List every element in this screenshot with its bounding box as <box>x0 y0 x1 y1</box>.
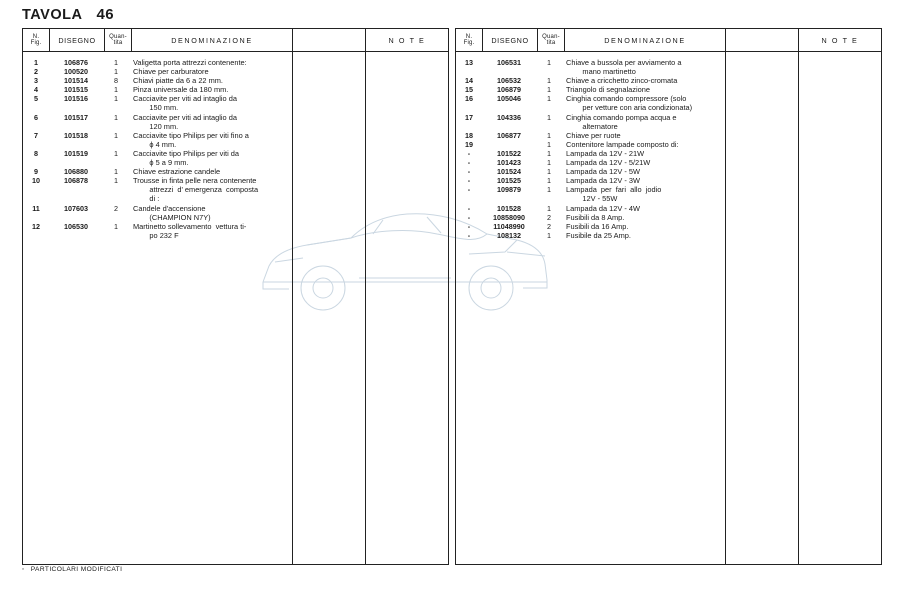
cell-denomination: Chiave estrazione candele <box>133 167 221 177</box>
cell-drawing <box>49 213 103 222</box>
cell-fig: 11 <box>32 203 40 213</box>
cell-qty: 1 <box>547 58 551 67</box>
cell-fig <box>456 194 482 203</box>
table-row <box>23 85 292 94</box>
table-note-column-right <box>799 52 882 565</box>
cell-denomination: Trousse in finta pelle nera contenente <box>133 176 257 186</box>
cell-qty: 8 <box>114 76 118 86</box>
table-row <box>23 231 292 240</box>
cell-denomination: Fusibili da 8 Amp. <box>566 212 625 222</box>
table-row <box>456 185 725 194</box>
cell-qty: 2 <box>547 212 551 222</box>
cell-fig: 7 <box>34 130 38 140</box>
cell-qty: 1 <box>547 176 551 186</box>
cell-qty <box>103 103 129 112</box>
cell-fig <box>23 103 49 112</box>
cell-denomination: Triangolo di segnalazione <box>566 85 650 95</box>
column-header-fig-line2: Fig. <box>463 40 475 46</box>
cell-fig: - <box>467 158 471 168</box>
cell-denomination: Chiave a bussola per avviamento a <box>566 58 682 67</box>
column-header-fig <box>456 29 483 52</box>
cell-drawing: 104336 <box>497 112 521 122</box>
table-row <box>456 149 725 158</box>
cell-fig <box>456 67 482 76</box>
cell-drawing: 101519 <box>64 148 88 158</box>
cell-drawing: 101528 <box>497 203 521 213</box>
cell-fig: 10 <box>32 176 40 186</box>
cell-fig: 9 <box>34 167 38 177</box>
cell-drawing: 101516 <box>64 94 88 104</box>
page-title-label: TAVOLA <box>22 7 83 23</box>
cell-fig: 15 <box>465 85 473 95</box>
cell-qty <box>536 194 562 203</box>
cell-drawing: 106530 <box>64 221 88 231</box>
table-row <box>456 231 725 240</box>
cell-qty: 1 <box>547 148 551 158</box>
cell-denomination: Lampada da 12V - 5W <box>566 167 640 177</box>
cell-denomination: Fusibile da 25 Amp. <box>566 230 631 240</box>
page-title <box>22 6 114 23</box>
cell-drawing: 101514 <box>64 76 88 86</box>
column-header-fig-line2: Fig. <box>30 40 42 46</box>
cell-qty: 1 <box>547 185 551 195</box>
footnote-marker-icon: ◦ <box>22 566 25 573</box>
cell-drawing <box>482 122 536 131</box>
cell-drawing: 10858090 <box>493 212 525 222</box>
cell-drawing <box>49 194 103 203</box>
column-header-qty-line1: Quan- <box>109 33 127 40</box>
cell-qty <box>536 67 562 76</box>
cell-fig: 6 <box>34 112 38 122</box>
column-header-fig-line1: N. <box>32 33 40 40</box>
cell-denomination: ϕ 4 mm. <box>133 139 177 149</box>
cell-qty <box>536 103 562 112</box>
column-header-qty <box>538 29 565 52</box>
column-header-blank <box>726 29 799 52</box>
table-row <box>23 113 292 122</box>
cell-drawing <box>49 103 103 112</box>
table-row <box>23 176 292 185</box>
parts-table-left <box>22 28 449 565</box>
table-row <box>456 204 725 213</box>
column-header-blank <box>293 29 366 52</box>
table-row <box>456 94 725 103</box>
table-row <box>23 167 292 176</box>
cell-qty <box>103 140 129 149</box>
cell-qty: 1 <box>114 85 118 95</box>
rows-right <box>456 52 725 240</box>
cell-fig: - <box>467 230 471 240</box>
cell-fig: - <box>467 167 471 177</box>
cell-fig: - <box>467 212 471 222</box>
page-title-number: 46 <box>96 6 115 23</box>
cell-fig <box>23 194 49 203</box>
cell-denomination: Cacciavite per viti ad intaglio da <box>133 112 237 122</box>
cell-denomination: Chiave per ruote <box>566 130 621 140</box>
cell-denomination: Lampada da 12V - 3W <box>566 176 640 186</box>
cell-drawing <box>482 140 536 149</box>
cell-drawing: 101522 <box>497 148 521 158</box>
cell-qty <box>103 185 129 194</box>
cell-drawing: 106878 <box>64 176 88 186</box>
cell-drawing: 101524 <box>497 167 521 177</box>
table-row <box>456 113 725 122</box>
cell-fig: - <box>467 185 471 195</box>
cell-fig <box>456 103 482 112</box>
cell-denomination: mano martinetto <box>566 67 636 77</box>
cell-qty: 1 <box>114 67 118 77</box>
cell-denomination: po 232 F <box>133 230 179 240</box>
column-header-qty-line2: tita <box>546 40 556 46</box>
column-header-qty-line1: Quan- <box>542 33 560 40</box>
cell-drawing: 105046 <box>497 94 521 104</box>
cell-denomination: ϕ 5 a 9 mm. <box>133 158 189 168</box>
cell-fig <box>23 213 49 222</box>
cell-denomination: Chiavi piatte da 6 a 22 mm. <box>133 76 223 86</box>
footnote <box>22 566 122 573</box>
cell-qty: 1 <box>547 139 551 149</box>
cell-fig: - <box>467 221 471 231</box>
cell-qty: 1 <box>547 130 551 140</box>
cell-drawing: 109879 <box>497 185 521 195</box>
table-row <box>23 76 292 85</box>
cell-denomination: per vetture con aria condizionata) <box>566 103 693 113</box>
cell-qty <box>103 158 129 167</box>
column-header-qty-line2: tita <box>113 40 123 46</box>
table-row <box>456 85 725 94</box>
table-row <box>456 140 725 149</box>
cell-fig: 1 <box>34 58 38 67</box>
cell-denomination: Cacciavite tipo Philips per viti da <box>133 148 239 158</box>
table-row <box>456 158 725 167</box>
cell-drawing <box>49 185 103 194</box>
cell-fig: 14 <box>465 76 473 86</box>
cell-drawing: 106531 <box>497 58 521 67</box>
column-header-denomination: DENOMINAZIONE <box>565 29 726 52</box>
cell-denomination: 12V - 55W <box>566 194 618 204</box>
column-header-drawing: DISEGNO <box>50 29 105 52</box>
cell-denomination: 120 mm. <box>133 121 179 131</box>
cell-denomination: di : <box>133 194 160 204</box>
table-row <box>456 131 725 140</box>
table-row <box>456 167 725 176</box>
cell-drawing: 106532 <box>497 76 521 86</box>
column-header-denomination: DENOMINAZIONE <box>132 29 293 52</box>
table-row <box>456 122 725 131</box>
cell-qty: 1 <box>547 158 551 168</box>
cell-drawing: 107603 <box>64 203 88 213</box>
table-row <box>23 213 292 222</box>
cell-qty: 1 <box>114 130 118 140</box>
table-row <box>23 122 292 131</box>
cell-qty: 2 <box>547 221 551 231</box>
cell-drawing: 106877 <box>497 130 521 140</box>
table-body-left <box>23 52 293 565</box>
cell-qty: 1 <box>114 58 118 67</box>
cell-fig: 2 <box>34 67 38 77</box>
table-row <box>23 140 292 149</box>
parts-table-right <box>455 28 882 565</box>
cell-denomination: 150 mm. <box>133 103 179 113</box>
table-row <box>23 94 292 103</box>
cell-qty <box>103 122 129 131</box>
cell-fig: 13 <box>465 58 473 67</box>
cell-denomination: Candele d'accensione <box>133 203 206 213</box>
table-row <box>456 103 725 112</box>
cell-qty: 1 <box>114 94 118 104</box>
cell-drawing <box>49 231 103 240</box>
column-header-note: N O T E <box>799 29 882 52</box>
cell-qty <box>536 122 562 131</box>
cell-qty: 1 <box>114 176 118 186</box>
cell-qty: 1 <box>114 167 118 177</box>
cell-denomination: attrezzi d' emergenza composta <box>133 185 259 195</box>
cell-fig: 3 <box>34 76 38 86</box>
table-row <box>456 76 725 85</box>
cell-drawing: 100520 <box>64 67 88 77</box>
cell-drawing: 108132 <box>497 230 521 240</box>
cell-denomination: alternatore <box>566 121 618 131</box>
cell-fig: - <box>467 203 471 213</box>
cell-denomination: Chiave a cricchetto zinco-cromata <box>566 76 678 86</box>
column-header-qty <box>105 29 132 52</box>
cell-denomination: Chiave per carburatore <box>133 67 209 77</box>
cell-denomination: Cinghia comando pompa acqua e <box>566 112 677 122</box>
cell-fig: 16 <box>465 94 473 104</box>
table-note-column-left <box>366 52 449 565</box>
cell-qty: 2 <box>114 203 118 213</box>
table-row <box>23 131 292 140</box>
cell-qty: 1 <box>114 221 118 231</box>
cell-drawing: 101518 <box>64 130 88 140</box>
cell-drawing <box>49 122 103 131</box>
table-row <box>23 204 292 213</box>
cell-drawing: 101525 <box>497 176 521 186</box>
cell-fig <box>23 158 49 167</box>
cell-fig <box>23 185 49 194</box>
cell-qty: 1 <box>547 85 551 95</box>
cell-drawing <box>482 194 536 203</box>
cell-qty <box>103 213 129 222</box>
cell-fig: 19 <box>465 139 473 149</box>
cell-denomination: Cinghia comando compressore (solo <box>566 94 687 104</box>
table-row <box>456 213 725 222</box>
cell-fig <box>456 122 482 131</box>
cell-fig: 5 <box>34 94 38 104</box>
cell-drawing <box>49 158 103 167</box>
cell-qty: 1 <box>547 203 551 213</box>
cell-denomination: Fusibili da 16 Amp. <box>566 221 629 231</box>
column-header-fig-line1: N. <box>465 33 473 40</box>
cell-drawing: 101423 <box>497 158 521 168</box>
table-row <box>23 58 292 67</box>
table-blank-column-right <box>726 52 799 565</box>
cell-denomination: Contenitore lampade composto di: <box>566 139 679 149</box>
cell-qty: 1 <box>547 167 551 177</box>
cell-fig: 8 <box>34 148 38 158</box>
cell-drawing: 101517 <box>64 112 88 122</box>
cell-qty: 1 <box>547 94 551 104</box>
table-row <box>23 158 292 167</box>
table-row <box>23 185 292 194</box>
cell-qty: 1 <box>114 112 118 122</box>
cell-qty: 1 <box>547 230 551 240</box>
table-row <box>23 222 292 231</box>
cell-drawing: 106879 <box>497 85 521 95</box>
table-row <box>23 149 292 158</box>
cell-drawing: 101515 <box>64 85 88 95</box>
table-row <box>456 222 725 231</box>
table-blank-column-left <box>293 52 366 565</box>
cell-fig: 17 <box>465 112 473 122</box>
column-header-fig <box>23 29 50 52</box>
cell-fig: 12 <box>32 221 40 231</box>
cell-qty <box>103 194 129 203</box>
cell-drawing: 106876 <box>64 58 88 67</box>
cell-denomination: Lampada da 12V - 21W <box>566 148 645 158</box>
cell-drawing <box>49 140 103 149</box>
cell-fig: - <box>467 176 471 186</box>
cell-drawing: 106880 <box>64 167 88 177</box>
cell-denomination: Lampada da 12V - 4W <box>566 203 640 213</box>
column-header-drawing: DISEGNO <box>483 29 538 52</box>
cell-denomination: Cacciavite per viti ad intaglio da <box>133 94 237 104</box>
cell-fig: 4 <box>34 85 38 95</box>
cell-qty: 1 <box>547 76 551 86</box>
table-row <box>23 103 292 112</box>
cell-qty <box>103 231 129 240</box>
column-header-note: N O T E <box>366 29 449 52</box>
cell-fig <box>23 231 49 240</box>
cell-denomination: Pinza universale da 180 mm. <box>133 85 229 95</box>
cell-fig <box>23 140 49 149</box>
cell-denomination: Lampada da 12V - 5/21W <box>566 158 651 168</box>
rows-left <box>23 52 292 240</box>
table-row <box>456 176 725 185</box>
cell-qty: 1 <box>547 112 551 122</box>
cell-qty: 1 <box>114 148 118 158</box>
cell-denomination: Valigetta porta attrezzi contenente: <box>133 58 247 67</box>
cell-drawing <box>482 103 536 112</box>
cell-fig: - <box>467 148 471 158</box>
table-body-right <box>456 52 726 565</box>
table-row <box>456 58 725 67</box>
cell-fig <box>23 122 49 131</box>
table-row <box>456 194 725 203</box>
table-row <box>456 67 725 76</box>
cell-denomination: Martinetto sollevamento vettura ti- <box>133 221 247 231</box>
cell-fig: 18 <box>465 130 473 140</box>
table-row <box>23 194 292 203</box>
cell-drawing: 11048990 <box>493 221 525 231</box>
table-row <box>23 67 292 76</box>
cell-denomination: (CHAMPION N7Y) <box>133 212 211 222</box>
cell-drawing <box>482 67 536 76</box>
footnote-text: PARTICOLARI MODIFICATI <box>30 566 123 573</box>
cell-denomination: Lampada per fari allo jodio <box>566 185 662 195</box>
cell-denomination: Cacciavite tipo Philips per viti fino a <box>133 130 249 140</box>
